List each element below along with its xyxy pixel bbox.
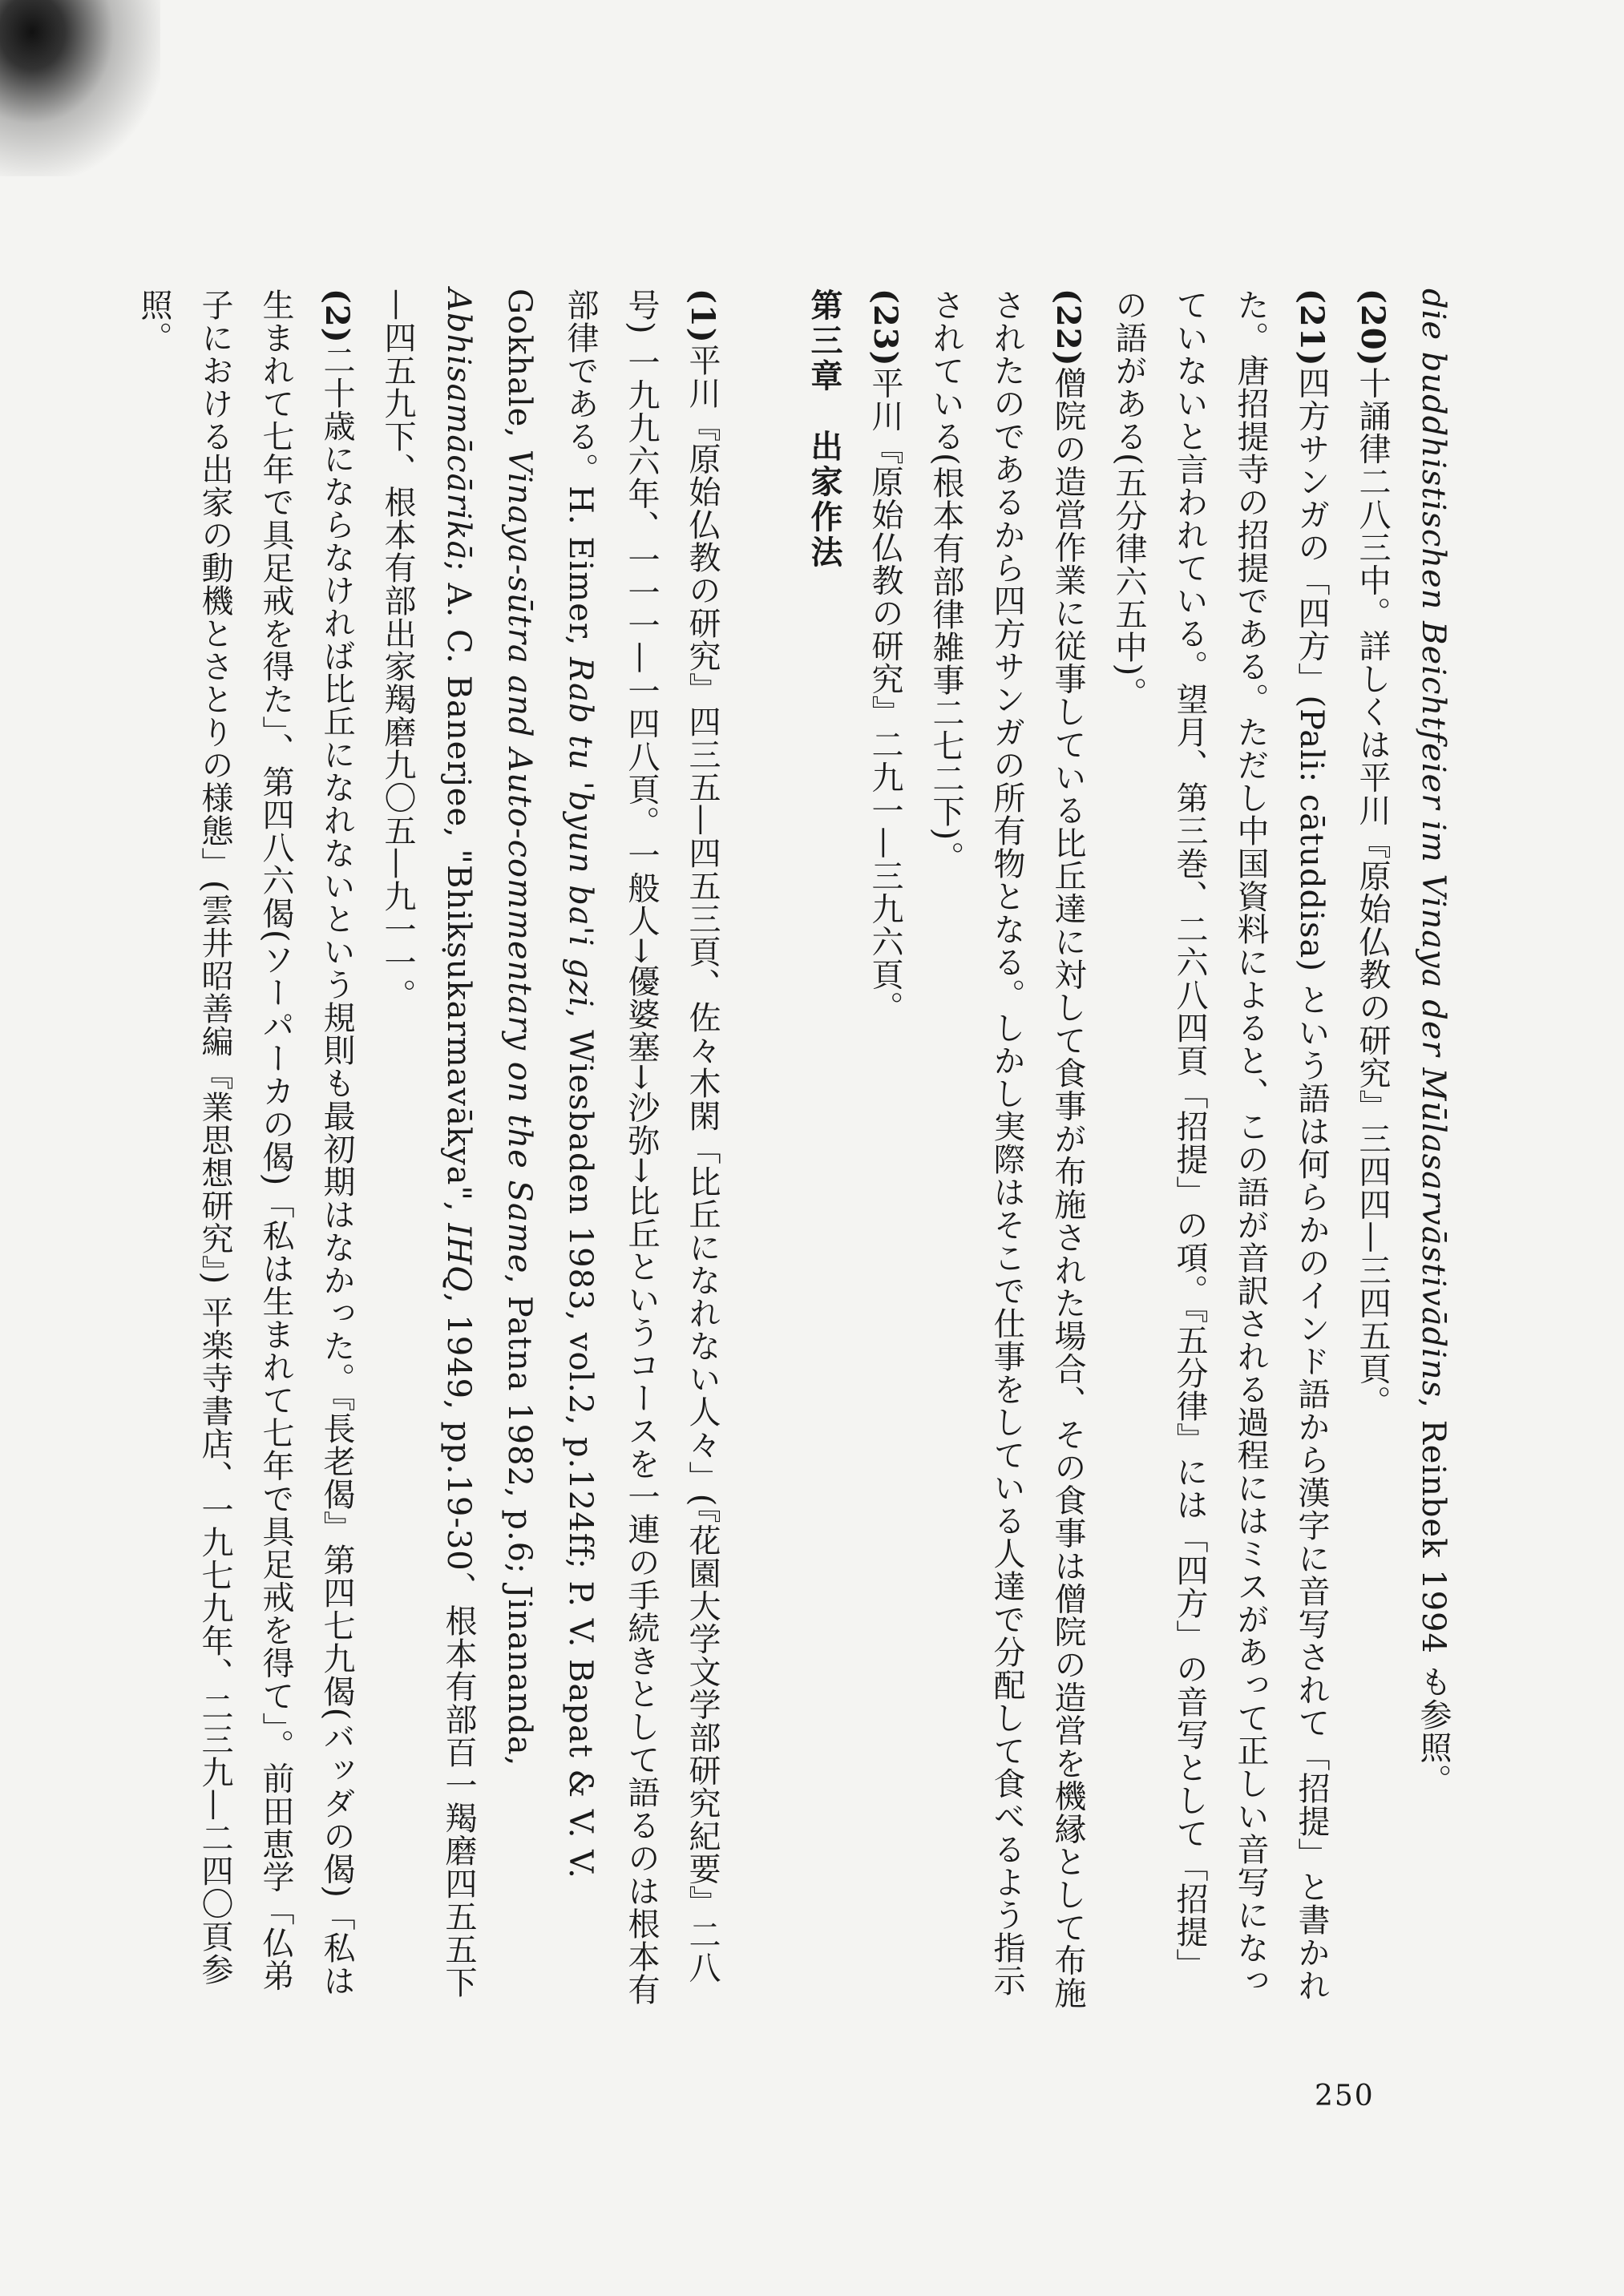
note-22: [915, 289, 1098, 2012]
continuation-italic: die buddhistischen Beichtfeier im Vinaya der Mūlasarvāstivādins: [1415, 289, 1452, 1398]
scan-edge-shadow: [0, 0, 160, 176]
note-number: (2): [318, 289, 356, 344]
note-text-a: 平川『原始仏教の研究』四三五—四五三頁、佐々木閑「比丘になれない人々」(『花園大学文学部研究紀要』二八号) 一九九六年、一一一—一四八頁。一般人→優婆塞→沙弥→比丘というコースを一連の手続きとして語るのは根本有部律である。H. Eimer,: [562, 289, 721, 2006]
chapter-heading: 第三章 出家作法: [806, 289, 842, 571]
note-continuation: [1403, 289, 1464, 2012]
title-italic-4: IHQ: [440, 1223, 477, 1293]
note-20: [1342, 289, 1403, 2012]
note-number: (1): [684, 289, 721, 344]
title-italic-1: Rab tu 'byun ba'i gzi: [562, 657, 599, 1008]
ch3-note-1: [367, 289, 733, 2012]
ch3-note-2: [123, 289, 367, 2012]
note-text: 十誦律二八三中。詳しくは平川『原始仏教の研究』三四四—三四五頁。: [1354, 366, 1391, 1418]
page-number: 250: [1315, 2080, 1375, 2112]
note-number: (22): [1049, 289, 1087, 367]
continuation-rest: , Reinbek 1994 も参照。: [1415, 1398, 1452, 1797]
note-number: (23): [867, 289, 904, 367]
note-text-c: , Patna 1982, p.6; Jinananda,: [501, 1273, 538, 1767]
note-text-d: ; A. C. Banerjee, "Bhikṣukarmavākya",: [440, 560, 477, 1224]
note-21: [1098, 289, 1342, 2012]
note-number: (21): [1293, 289, 1331, 367]
note-text: 僧院の造営作業に従事している比丘達に対して食事が布施された場合、その食事は僧院の造営を機縁として布施されたのであるから四方サンガの所有物となる。しかし実際はそこで仕事をしている人達で分配して食べるよう指示されている(根本有部律雑事二七二下)。: [927, 289, 1086, 2010]
note-number: (20): [1354, 289, 1392, 367]
note-text-b: , Wiesbaden 1983, vol.2, p.124ff; P. V. Bapat & V. V. Gokhale,: [501, 289, 599, 1879]
title-italic-2: Vinaya-sūtra and Auto-commentary on the Same: [501, 449, 538, 1274]
note-text: 二十歳にならなければ比丘になれないという規則も最初期はなかった。『長老偈』第四七九偈(バッダの偈)「私は生まれて七年で具足戒を得た」、第四八六偈(ソーパーカの偈)「私は生まれて七年で具足戒を得て」。前田恵学「仏弟子における出家の動機とさとりの様態」(雲井昭善編『業思想研究』) 平楽寺書店、一九七九年、二三九—二四〇頁参照。: [135, 289, 355, 1997]
note-text-e: , 1949, pp.19-30、根本有部百一羯磨四五五下—四五九下、根本有部出家羯磨九〇五—九一一。: [379, 289, 477, 1999]
note-23: [854, 289, 915, 2012]
note-text: 四方サンガの「四方」(Pali: cātuddisa) という語は何らかのインド語から漢字に音写されて「招提」と書かれた。唐招提寺の招提である。ただし中国資料によると、この語が音訳される過程にはミスがあって正しい音写になっていないと言われている。望月、第三巻、二六八四頁「招提」の項。『五分律』には「四方」の音写として「招提」の語がある(五分律六五中)。: [1110, 289, 1330, 2002]
note-text: 平川『原始仏教の研究』二九一—三九六頁。: [867, 366, 903, 1024]
notes-text-block: [123, 289, 1464, 2012]
title-italic-3: Abhisamācārikā: [440, 289, 477, 561]
